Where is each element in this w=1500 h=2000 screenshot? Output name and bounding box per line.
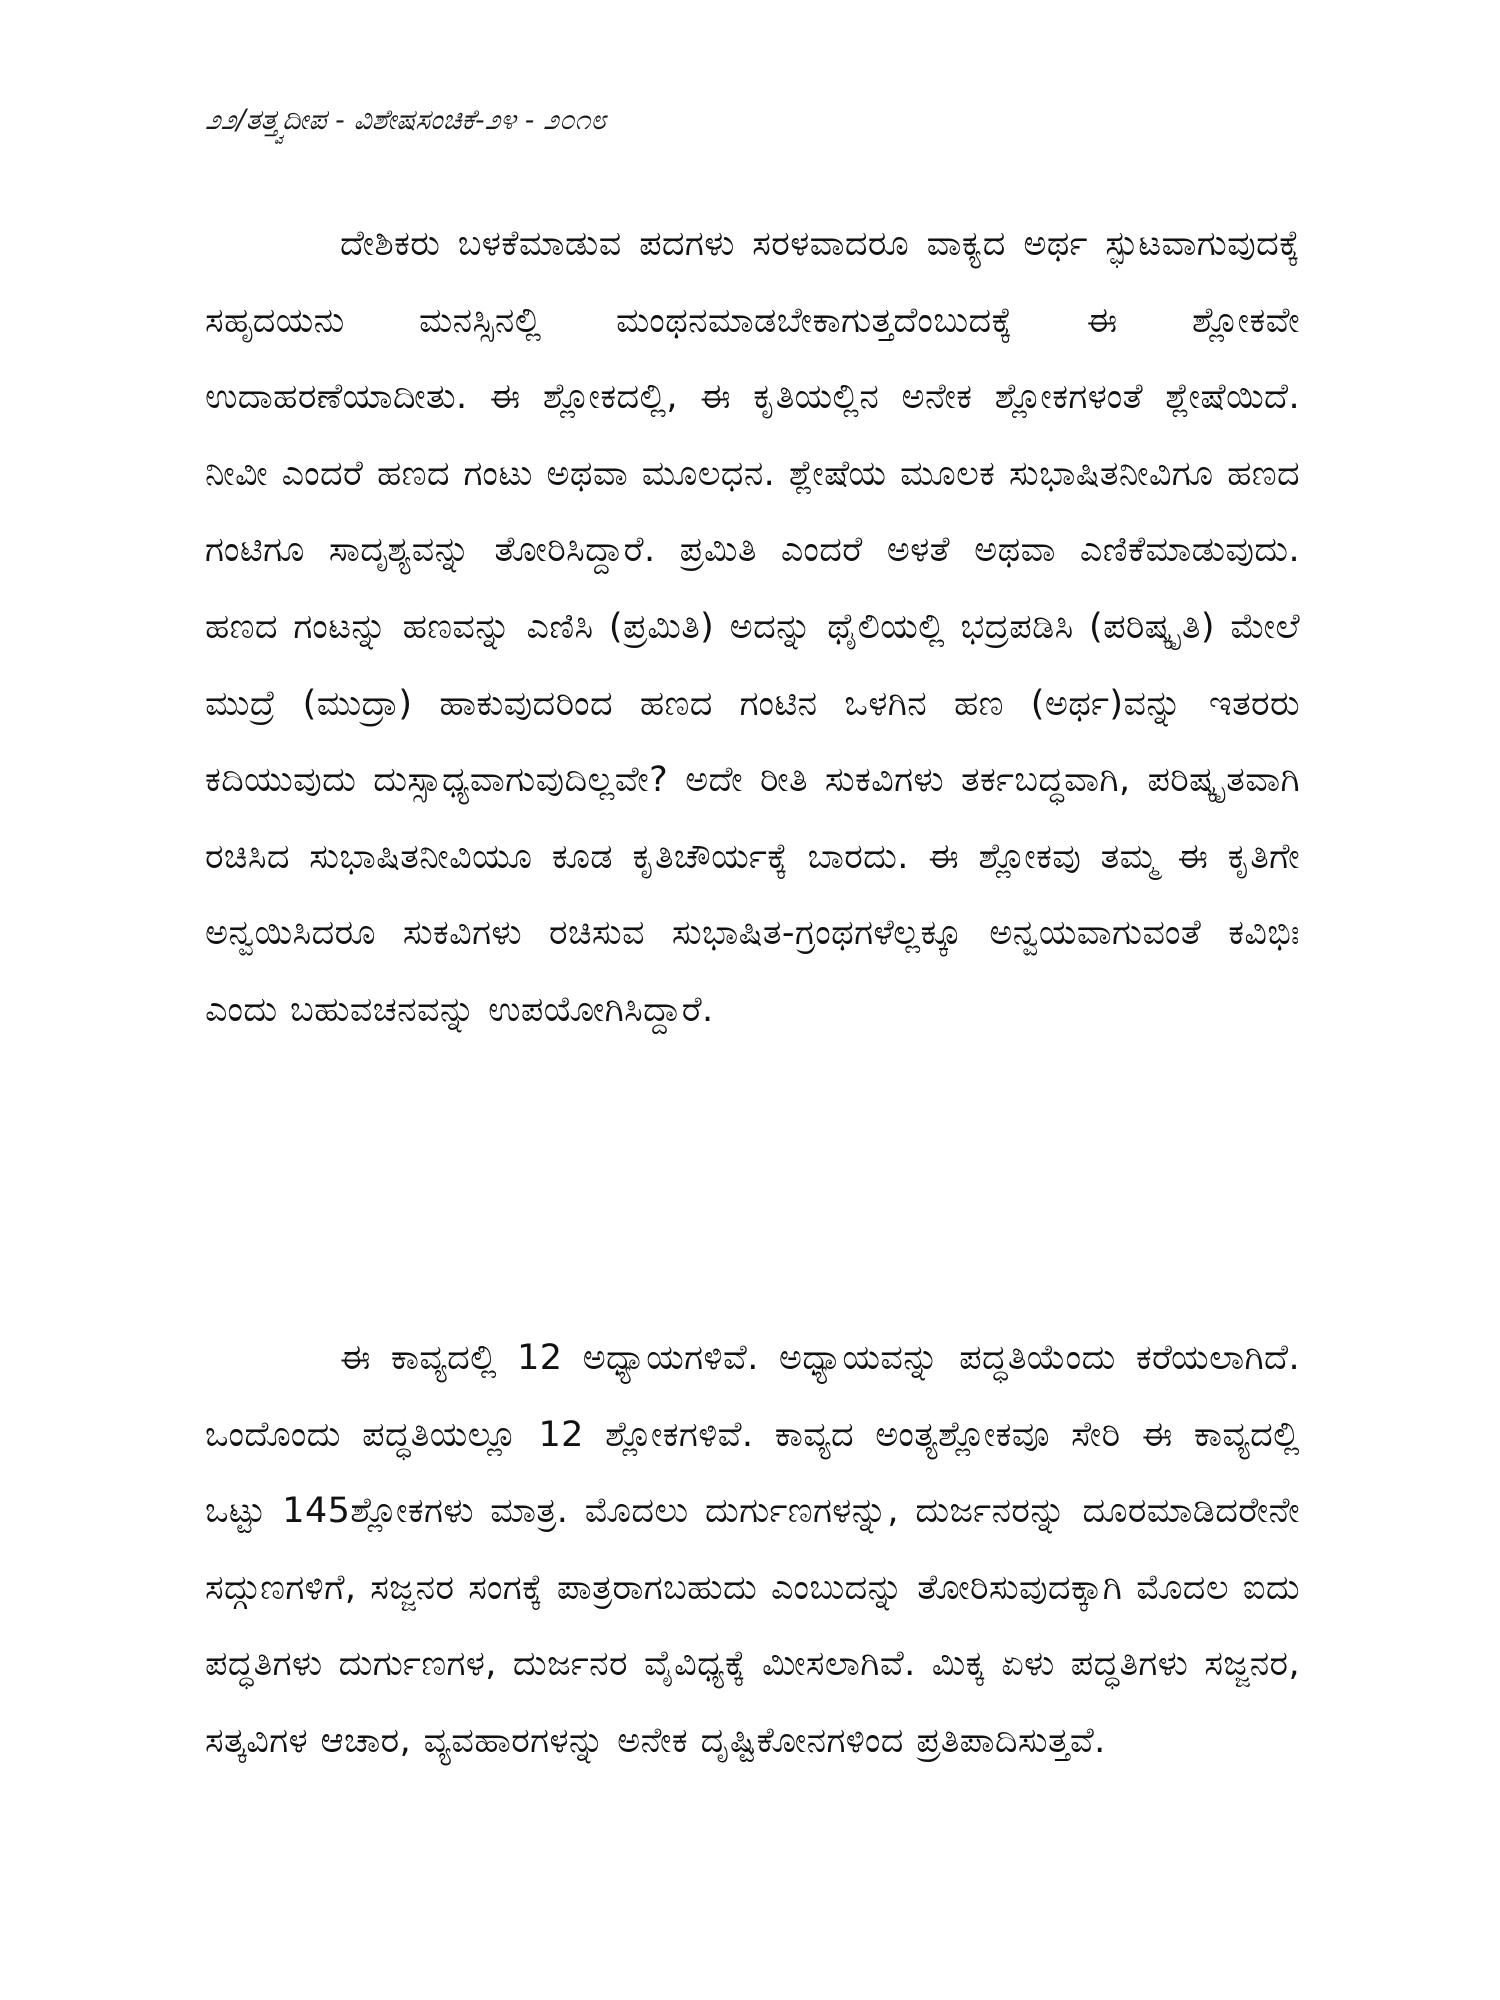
paragraph-2: ಈ ಕಾವ್ಯದಲ್ಲಿ 12 ಅಧ್ಯಾಯಗಳಿವೆ. ಅಧ್ಯಾಯವನ್ನು ಪದ್ಧತಿಯೆಂದು ಕರೆಯಲಾಗಿದೆ. ಒಂದೊಂದು ಪದ್ಧತಿಯಲ್ಲೂ 12 ಶ್ಲೋಕಗಳಿವೆ. ಕಾವ್ಯದ ಅಂತ್ಯಶ್ಲೋಕವೂ ಸೇರಿ ಈ ಕಾವ್ಯದಲ್ಲಿ ಒಟ್ಟು 145ಶ್ಲೋಕಗಳು ಮಾತ್ರ. ಮೊದಲು ದುರ್ಗುಣಗಳನ್ನು, ದುರ್ಜನರನ್ನು ದೂರಮಾಡಿದರೇನೇ ಸದ್ಗುಣಗಳಿಗೆ, ಸಜ್ಜನರ ಸಂಗಕ್ಕೆ ಪಾತ್ರರಾಗಬಹುದು ಎಂಬುದನ್ನು ತೋರಿಸುವುದಕ್ಕಾಗಿ ಮೊದಲ ಐದು ಪದ್ಧತಿಗಳು ದುರ್ಗುಣಗಳ, ದುರ್ಜನರ ವೈವಿಧ್ಯಕ್ಕೆ ಮೀಸಲಾಗಿವೆ. ಮಿಕ್ಕ ಏಳು ಪದ್ಧತಿಗಳು ಸಜ್ಜನರ, ಸತ್ಕವಿಗಳ ಆಚಾರ, ವ್ಯವಹಾರಗಳನ್ನು ಅನೇಕ ದೃಷ್ಟಿಕೋನಗಳಿಂದ ಪ್ರತಿಪಾದಿಸುತ್ತವೆ. <box>205 1338 1300 1761</box>
paragraph-1: ದೇಶಿಕರು ಬಳಕೆಮಾಡುವ ಪದಗಳು ಸರಳವಾದರೂ ವಾಕ್ಯದ ಅರ್ಥ ಸ್ಫುಟವಾಗುವುದಕ್ಕೆ ಸಹೃದಯನು ಮನಸ್ಸಿನಲ್ಲಿ ಮಂಥನಮಾಡಬೇಕಾಗುತ್ತದೆಂಬುದಕ್ಕೆ ಈ ಶ್ಲೋಕವೇ ಉದಾಹರಣೆಯಾದೀತು. ಈ ಶ್ಲೋಕದಲ್ಲಿ, ಈ ಕೃತಿಯಲ್ಲಿನ ಅನೇಕ ಶ್ಲೋಕಗಳಂತೆ ಶ್ಲೇಷೆಯಿದೆ. ನೀವೀ ಎಂದರೆ ಹಣದ ಗಂಟು ಅಥವಾ ಮೂಲಧನ. ಶ್ಲೇಷೆಯ ಮೂಲಕ ಸುಭಾಷಿತನೀವಿಗೂ ಹಣದ ಗಂಟಿಗೂ ಸಾದೃಶ್ಯವನ್ನು ತೋರಿಸಿದ್ದಾರೆ. ಪ್ರಮಿತಿ ಎಂದರೆ ಅಳತೆ ಅಥವಾ ಎಣಿಕೆಮಾಡುವುದು. ಹಣದ ಗಂಟನ್ನು ಹಣವನ್ನು ಎಣಿಸಿ (ಪ್ರಮಿತಿ) ಅದನ್ನು ಥೈಲಿಯಲ್ಲಿ ಭದ್ರಪಡಿಸಿ (ಪರಿಷ್ಕೃತಿ) ಮೇಲೆ ಮುದ್ರೆ (ಮುದ್ರಾ) ಹಾಕುವುದರಿಂದ ಹಣದ ಗಂಟಿನ ಒಳಗಿನ ಹಣ (ಅರ್ಥ)ವನ್ನು ಇತರರು ಕದಿಯುವುದು ದುಸ್ಸಾಧ್ಯವಾಗುವುದಿಲ್ಲವೇ? ಅದೇ ರೀತಿ ಸುಕವಿಗಳು ತರ್ಕಬದ್ಧವಾಗಿ, ಪರಿಷ್ಕೃತವಾಗಿ ರಚಿಸಿದ ಸುಭಾಷಿತನೀವಿಯೂ ಕೂಡ ಕೃತಿಚೌರ್ಯಕ್ಕೆ ಬಾರದು. ಈ ಶ್ಲೋಕವು ತಮ್ಮ ಈ ಕೃತಿಗೇ ಅನ್ವಯಿಸಿದರೂ ಸುಕವಿಗಳು ರಚಿಸುವ ಸುಭಾಷಿತ-ಗ್ರಂಥಗಳೆಲ್ಲಕ್ಕೂ ಅನ್ವಯವಾಗುವಂತೆ ಕವಿಭಿಃ ಎಂದು ಬಹುವಚನವನ್ನು ಉಪಯೋಗಿಸಿದ್ದಾರೆ. <box>205 224 1300 1030</box>
running-header: ೨೨/ತತ್ತ್ವದೀಪ - ವಿಶೇಷಸಂಚಿಕೆ-೨೪ - ೨೦೧೮ <box>205 103 606 136</box>
